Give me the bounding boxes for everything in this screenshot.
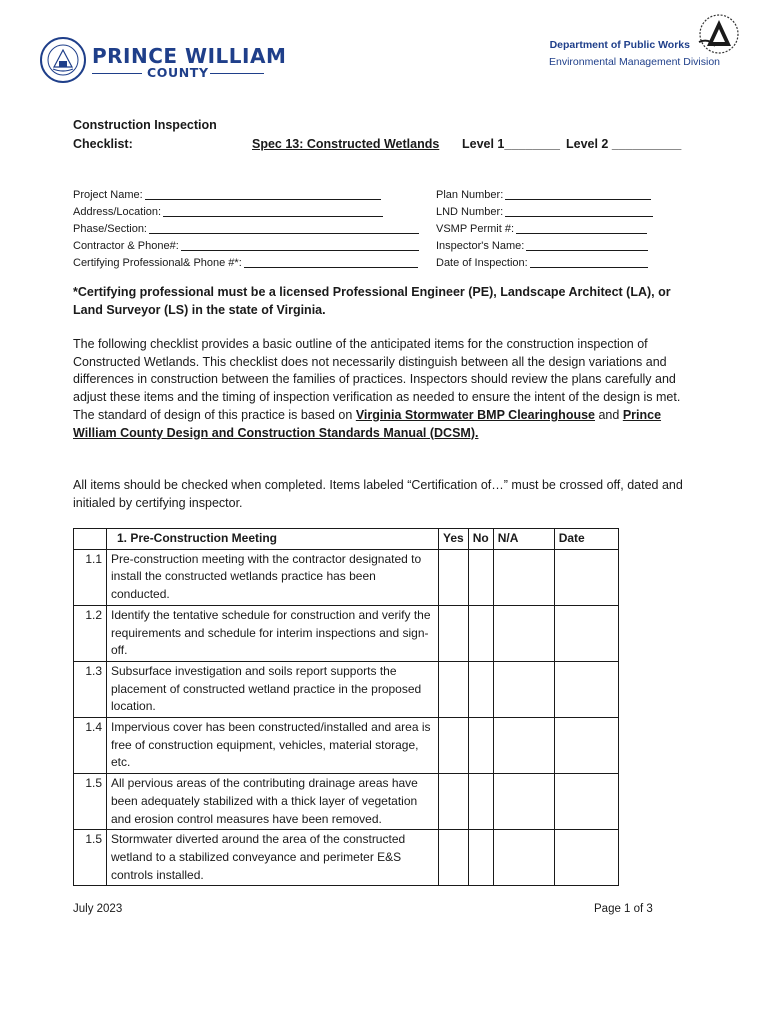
vsmp-permit-field[interactable] xyxy=(436,221,653,238)
project-info-right xyxy=(436,187,653,272)
project-info-left xyxy=(73,187,419,272)
yes-checkbox[interactable] xyxy=(439,718,469,774)
na-checkbox[interactable] xyxy=(493,605,554,661)
phase-section-field[interactable] xyxy=(73,221,419,238)
inspection-date-label: Date of Inspection: xyxy=(436,257,528,269)
no-checkbox[interactable] xyxy=(468,718,493,774)
yes-checkbox[interactable] xyxy=(439,830,469,886)
spec-title: Spec 13: Constructed Wetlands xyxy=(252,137,440,151)
level2-field[interactable]: Level 2 __________ xyxy=(566,137,682,151)
yes-checkbox[interactable] xyxy=(439,661,469,717)
county-subtitle-text: COUNTY xyxy=(147,65,209,80)
row-number: 1.1 xyxy=(74,549,107,605)
no-checkbox[interactable] xyxy=(468,605,493,661)
county-seal-logo xyxy=(40,37,86,83)
date-cell[interactable] xyxy=(554,549,618,605)
yes-checkbox[interactable] xyxy=(439,549,469,605)
intro-paragraph xyxy=(73,336,693,442)
instructions-paragraph: All items should be checked when completed. Items labeled “Certification of…” must be crossed off, dated and initialed by certifying inspector. xyxy=(73,478,683,510)
date-cell[interactable] xyxy=(554,605,618,661)
lnd-number-field[interactable] xyxy=(436,204,653,221)
date-cell[interactable] xyxy=(554,718,618,774)
yes-header: Yes xyxy=(439,529,469,550)
phase-section-label: Phase/Section: xyxy=(73,223,147,235)
certifying-professional-field[interactable] xyxy=(73,255,419,272)
footer-page-number: Page 1 of 3 xyxy=(594,903,653,915)
plan-number-label: Plan Number: xyxy=(436,189,504,201)
address-field[interactable] xyxy=(73,204,419,221)
row-description: Stormwater diverted around the area of the constructed wetland to a stabilized conveyance and perimeter E&S controls installed. xyxy=(107,830,439,886)
no-header: No xyxy=(468,529,493,550)
table-row xyxy=(74,830,619,886)
certifying-professional-label: Certifying Professional& Phone #*: xyxy=(73,257,242,269)
no-checkbox[interactable] xyxy=(468,774,493,830)
na-checkbox[interactable] xyxy=(493,549,554,605)
no-checkbox[interactable] xyxy=(468,661,493,717)
lnd-number-label: LND Number: xyxy=(436,206,504,218)
num-header xyxy=(74,529,107,550)
row-number: 1.3 xyxy=(74,661,107,717)
division-title: Environmental Management Division xyxy=(549,56,720,68)
no-checkbox[interactable] xyxy=(468,830,493,886)
checklist-table xyxy=(73,528,619,886)
row-number: 1.5 xyxy=(74,774,107,830)
county-name: PRINCE WILLIAM xyxy=(92,44,287,68)
level1-field[interactable]: Level 1________ xyxy=(462,137,561,151)
plan-number-field[interactable] xyxy=(436,187,653,204)
intro-text: The following checklist provides a basic outline of the anticipated items for the construction inspection of Constructed Wetlands. This checklist does not necessarily distinguish between all the design variations and differences in construction between the families of practices. Inspectors should review the plans carefully and adjust these items and the timing of inspection verification as needed to ensure the intent of the design is met. The standard of design of this practice is based on xyxy=(73,337,681,422)
table-row xyxy=(74,718,619,774)
document-title-line2: Checklist: xyxy=(73,137,133,151)
na-checkbox[interactable] xyxy=(493,830,554,886)
certification-notice: *Certifying professional must be a licensed Professional Engineer (PE), Landscape Architect (LA), or Land Surveyor (LS) in the state of Virginia. xyxy=(73,285,671,317)
table-row xyxy=(74,605,619,661)
section-title: 1. Pre-Construction Meeting xyxy=(107,529,439,550)
no-checkbox[interactable] xyxy=(468,549,493,605)
intro-and: and xyxy=(595,407,623,422)
row-description: Impervious cover has been constructed/installed and area is free of construction equipment, vehicles, material storage, etc. xyxy=(107,718,439,774)
table-row xyxy=(74,549,619,605)
row-number: 1.4 xyxy=(74,718,107,774)
yes-checkbox[interactable] xyxy=(439,774,469,830)
department-title: Department of Public Works xyxy=(549,39,690,51)
contractor-label: Contractor & Phone#: xyxy=(73,240,179,252)
document-title-line1: Construction Inspection xyxy=(73,118,217,132)
footer-date: July 2023 xyxy=(73,903,123,915)
na-header: N/A xyxy=(493,529,554,550)
table-row xyxy=(74,774,619,830)
vsmp-permit-label: VSMP Permit #: xyxy=(436,223,515,235)
inspection-date-field[interactable] xyxy=(436,255,653,272)
clearinghouse-link[interactable]: Virginia Stormwater BMP Clearinghouse xyxy=(355,407,595,422)
row-description: Identify the tentative schedule for construction and verify the requirements and schedule for interim inspections and sign-off. xyxy=(107,605,439,661)
date-header: Date xyxy=(554,529,618,550)
date-cell[interactable] xyxy=(554,830,618,886)
inspector-name-field[interactable] xyxy=(436,238,653,255)
na-checkbox[interactable] xyxy=(493,661,554,717)
row-number: 1.2 xyxy=(74,605,107,661)
table-header-row xyxy=(74,529,619,550)
inspector-name-label: Inspector's Name: xyxy=(436,240,525,252)
project-name-field[interactable] xyxy=(73,187,419,204)
row-description: All pervious areas of the contributing drainage areas have been adequately stabilized with a thick layer of vegetation and erosion control measures have been removed. xyxy=(107,774,439,830)
date-cell[interactable] xyxy=(554,661,618,717)
row-description: Pre-construction meeting with the contractor designated to install the constructed wetlands practice has been conducted. xyxy=(107,549,439,605)
department-emblem-logo xyxy=(689,12,741,56)
dcsm-link[interactable]: Prince William County Design and Construction Standards Manual (DCSM). xyxy=(73,407,662,440)
table-row xyxy=(74,661,619,717)
row-number: 1.5 xyxy=(74,830,107,886)
project-name-label: Project Name: xyxy=(73,189,143,201)
na-checkbox[interactable] xyxy=(493,774,554,830)
date-cell[interactable] xyxy=(554,774,618,830)
yes-checkbox[interactable] xyxy=(439,605,469,661)
county-subtitle xyxy=(92,64,264,82)
na-checkbox[interactable] xyxy=(493,718,554,774)
row-description: Subsurface investigation and soils report supports the placement of constructed wetland practice in the proposed location. xyxy=(107,661,439,717)
address-label: Address/Location: xyxy=(73,206,162,218)
contractor-field[interactable] xyxy=(73,238,419,255)
